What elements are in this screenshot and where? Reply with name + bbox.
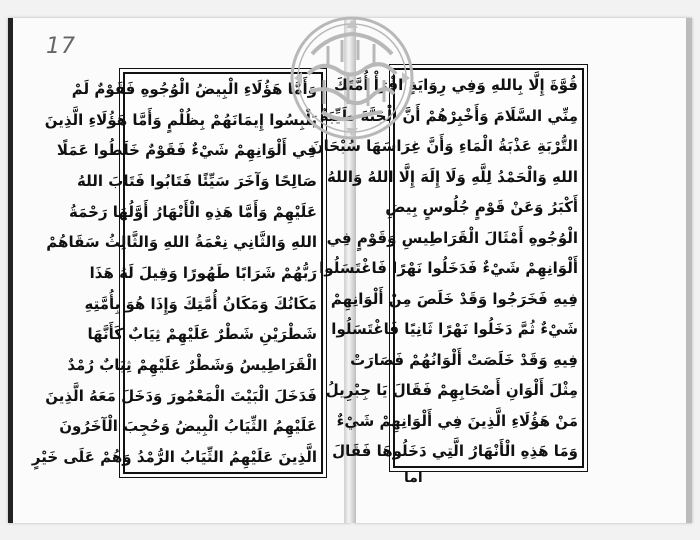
- ownership-seal-stamp: [288, 14, 416, 142]
- left-page-line-3: فِي أَلْوَانِهِمْ شَيْءٌ فَقَوْمٌ خَلَطُوا عَمَلًا: [56, 141, 317, 160]
- right-page-line-4: اللهِ وَالْحَمْدُ لِلَّهِ وَلَا إِلَهَ إِلَّا اللهُ وَاللهُ: [326, 167, 578, 186]
- right-page-line-13: وَمَا هَذِهِ الْأَنْهَارُ الَّتِي دَخَلُوهَا فَقَالَ: [332, 442, 578, 460]
- left-page-line-5: عَلَيْهِمْ وَأَمَّا هَذِهِ الْأَنْهَارُ أَوَّلُهَا رَحْمَةُ: [68, 202, 317, 221]
- right-page-line-3: التُّرْبَةِ عَذْبَةُ الْمَاءِ وَأَنَّ غِرَاسَهَا سُبْحَانَ: [310, 137, 578, 155]
- right-page-line-9: شَيْءٌ ثُمَّ دَخَلُوا نَهْرًا ثَانِيًا فَاغْتَسَلُوا: [331, 320, 578, 338]
- folio-number: 17: [46, 34, 76, 59]
- right-page-line-5: أَكْبَرُ وَعَنْ قَوْمٍ جُلُوسٍ بِيضِ: [385, 198, 578, 216]
- left-page-line-11: فَدَخَلَ الْبَيْتَ الْمَعْمُورَ وَدَخَلَ مَعَهُ الَّذِينَ: [45, 386, 317, 405]
- right-page-line-2: مِنِّي السَّلَامَ وَأَخْبِرْهُمْ أَنَّ الْجَنَّةَ طَيِّبَةُ: [319, 106, 578, 125]
- right-page-line-10: فِيهِ وَقَدْ خَلَصَتْ أَلْوَانُهُمْ فَصَارَتْ: [350, 350, 578, 369]
- right-text-block: [310, 74, 578, 462]
- right-page-line-1: قُوَّةَ إِلَّا بِاللهِ وَفِي رِوَايَةٍ اقْرَأْ أُمَّتَكَ: [334, 76, 578, 94]
- left-page-line-4: صَالِحًا وَآخَرَ سَيِّئًا فَتَابُوا فَتَابَ اللهُ: [77, 171, 317, 190]
- right-page-line-8: فِيهِ فَخَرَجُوا وَقَدْ خَلَصَ مِنْ أَلْوَانِهِمْ: [330, 289, 578, 308]
- left-page-line-7: رَبُّهُمْ شَرَابًا طَهُورًا وَقِيلَ لَهُ هَذَا: [89, 263, 317, 282]
- right-text-frame: [310, 68, 584, 468]
- right-page-line-7: أَلْوَانِهِمْ شَيْءٌ فَدَخَلُوا نَهْرًا فَاغْتَسَلُوا: [319, 259, 578, 277]
- right-page-line-12: مَنْ هَؤُلَاءِ الَّذِينَ فِي أَلْوَانِهِمْ شَيْءٌ: [336, 411, 578, 430]
- left-page-line-2: يَلْبِسُوا إِيمَانَهُمْ بِظُلْمٍ وَأَمَّا هَؤُلَاءِ الَّذِينَ: [44, 110, 317, 129]
- left-page-line-9: شَطْرَيْنِ شَطْرٌ عَلَيْهِمْ ثِيَابٌ كَأَنَّهَا: [87, 325, 317, 344]
- left-page-line-13: الَّذِينَ عَلَيْهِمُ الثِّيَابُ الرُّمْدُ وَهُمْ عَلَى خَيْرٍ: [31, 447, 317, 466]
- left-page-line-8: مَكَانُكَ وَمَكَانُ أُمَّتِكَ وَإِذَا هُوَ بِأُمَّتِهِ: [84, 294, 317, 313]
- left-page-line-12: عَلَيْهِمُ الثِّيَابُ الْبِيضُ وَحُجِبَ الْآخَرُونَ: [59, 417, 317, 436]
- right-page-line-11: مِثْلَ أَلْوَانِ أَصْحَابِهِمْ فَقَالَ يَا جِبْرِيلُ: [325, 381, 578, 399]
- left-page-line-6: اللهِ وَالثَّانِي نِعْمَةُ اللهِ وَالثَّالِثُ سَقَاهُمْ: [46, 233, 317, 252]
- catchword: اما: [404, 470, 423, 486]
- right-page-line-6: الْوُجُوهِ أَمْثَالَ الْقَرَاطِيسِ وَقَوْمٍ فِي: [326, 228, 578, 247]
- left-page-line-1: وَأَمَّا هَؤُلَاءِ الْبِيضُ الْوُجُوهِ فَقَوْمٌ لَمْ: [71, 80, 317, 98]
- left-page-line-10: الْقَرَاطِيسُ وَشَطْرٌ عَلَيْهِمْ ثِيَابٌ رُمْدٌ: [67, 355, 317, 374]
